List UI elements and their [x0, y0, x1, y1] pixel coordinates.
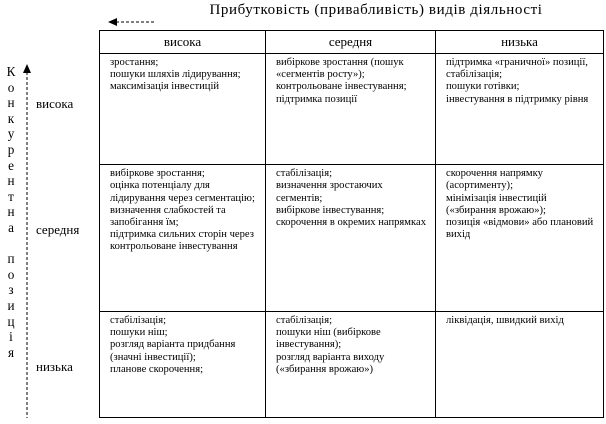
matrix-row-low: [100, 311, 604, 417]
strategy-item: вибіркове зростання;: [110, 168, 205, 180]
axis-letter: е: [8, 157, 14, 173]
column-header-high: висока: [100, 31, 266, 54]
axis-letter: н: [7, 173, 15, 189]
strategy-item: контрольоване інвестування;: [276, 81, 407, 93]
strategy-item: скорочення напрямку (асортименту);: [446, 168, 543, 192]
axis-letter: н: [7, 95, 15, 111]
strategy-item: пошуки шляхів лідирування;: [110, 69, 241, 81]
strategy-item: підтримка позиції: [276, 93, 358, 105]
axis-letter: і: [9, 329, 13, 345]
strategy-item: мінімізація інвестицій («збирання врожаю»);: [446, 192, 547, 216]
matrix-cell-high-low: [436, 54, 604, 165]
strategy-item: розгляд варіанта виходу («збирання врожаю»): [276, 351, 385, 375]
column-header-low: низька: [436, 31, 604, 54]
strategy-item: позиція «відмови» або плановий вихід: [446, 216, 594, 241]
column-header-row: [100, 31, 604, 54]
strategy-item: планове скорочення;: [110, 363, 204, 375]
axis-letter: и: [7, 297, 15, 313]
axis-letter: К: [6, 64, 16, 79]
strategy-item: стабілізація;: [110, 314, 167, 326]
strategy-item: ліквідація, швидкий вихід: [446, 314, 564, 326]
strategy-item: визначення зростаючих сегментів;: [276, 180, 383, 204]
matrix-cell-low-high: [100, 311, 266, 417]
strategy-item: скорочення в окремих напрямках: [276, 216, 426, 228]
strategy-item: вибіркове зростання (пошук «сегментів росту»);: [276, 57, 404, 81]
left-arrow-icon: [108, 16, 604, 28]
strategy-item: стабілізація;: [276, 168, 333, 180]
axis-letter: н: [7, 204, 15, 220]
axis-letter: а: [8, 219, 14, 235]
matrix-row-high: [100, 54, 604, 165]
strategy-item: вибіркове інвестування;: [276, 204, 385, 216]
axis-letter: о: [7, 79, 15, 95]
axis-letter: ц: [7, 313, 15, 329]
strategy-item: пошуки ніш (вибіркове інвестування);: [276, 327, 381, 351]
strategy-item: підтримка сильних сторін через контрольоване інвестування: [110, 229, 254, 253]
column-header-medium: середня: [266, 31, 436, 54]
axis-letter: [0, 236, 22, 252]
strategy-item: інвестування в підтримку рівня: [446, 93, 589, 105]
row-label-high: висока: [36, 96, 74, 111]
axis-letter: к: [7, 110, 15, 126]
up-arrow-icon: [22, 64, 32, 420]
competitive-position-axis: [0, 64, 24, 424]
strategy-matrix: [99, 30, 604, 418]
axis-letter: я: [7, 344, 15, 360]
strategy-item: зростання;: [110, 57, 159, 68]
matrix-cell-low-low: [436, 311, 604, 417]
axis-letter: о: [7, 266, 15, 282]
strategy-item: оцінка потенціалу для лідирування через сегментацію;: [110, 180, 255, 204]
matrix-cell-medium-low: [436, 165, 604, 312]
matrix-cell-high-high: [100, 54, 266, 165]
axis-letter: п: [7, 251, 15, 267]
profitability-axis-label: Прибутковість (привабливість) видів діяльності: [209, 2, 543, 18]
strategy-item: пошуки готівки;: [446, 81, 520, 93]
competitive-position-label: [0, 64, 22, 360]
matrix-cell-medium-medium: [266, 165, 436, 312]
strategy-item: пошуки ніш;: [110, 327, 168, 339]
matrix-cell-medium-high: [100, 165, 266, 312]
matrix-cell-low-medium: [266, 311, 436, 417]
matrix-row-medium: [100, 165, 604, 312]
strategy-item: максимізація інвестицій: [110, 81, 220, 93]
axis-letter: р: [7, 141, 15, 157]
profitability-axis: [108, 2, 604, 30]
strategy-item: розгляд варіанта придбання (значні інвестиції);: [110, 339, 236, 363]
row-label-medium: середня: [36, 222, 80, 237]
strategy-item: визначення слабкостей та запобігання їм;: [110, 204, 226, 228]
axis-letter: у: [7, 126, 15, 142]
axis-letter: т: [8, 188, 14, 204]
axis-letter: з: [8, 282, 14, 298]
matrix-cell-high-medium: [266, 54, 436, 165]
strategy-item: стабілізація;: [276, 314, 333, 326]
row-label-low: низька: [36, 359, 73, 374]
strategy-item: підтримка «граничної» позиції, стабілізація;: [446, 57, 588, 81]
